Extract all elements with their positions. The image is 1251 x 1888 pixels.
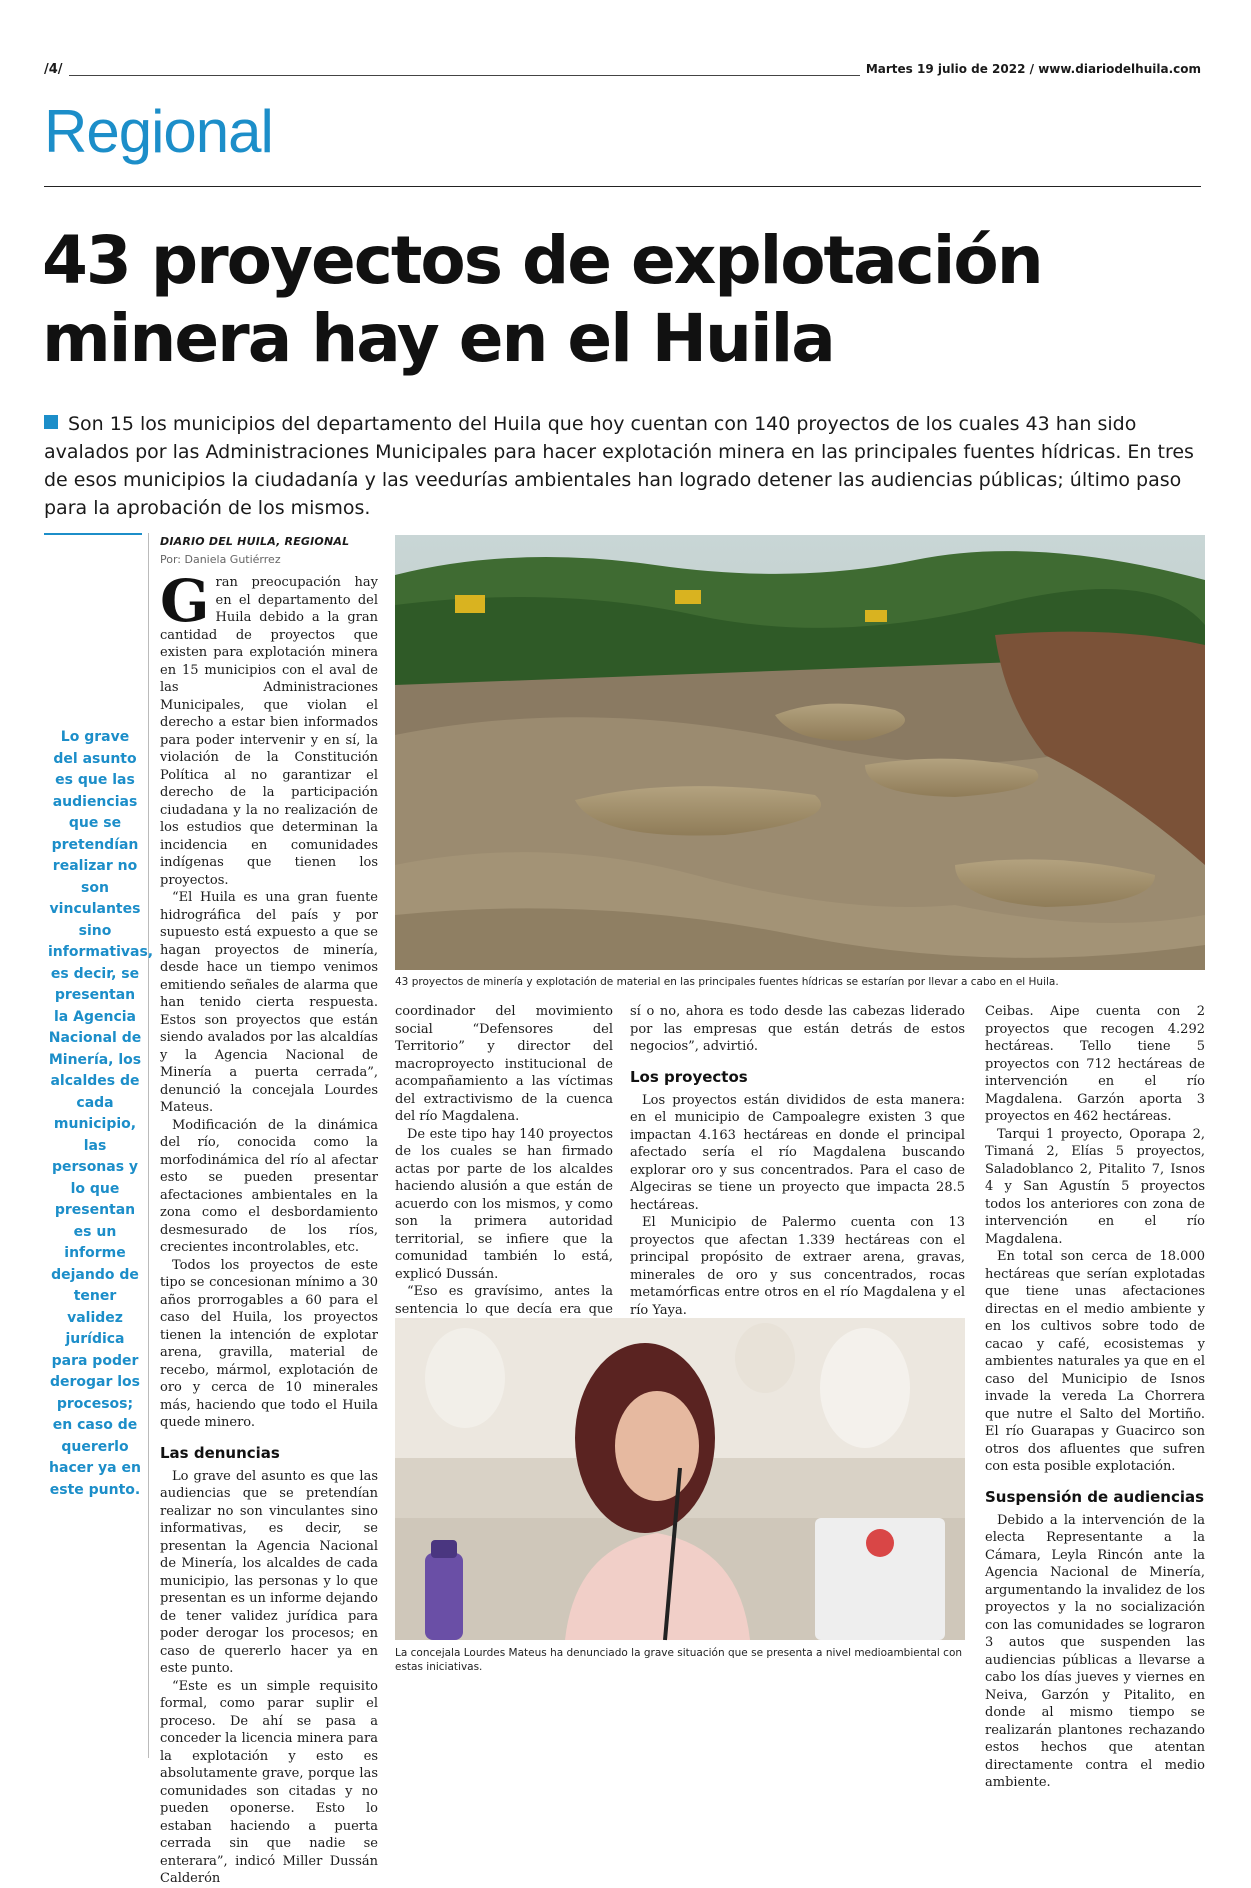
headline-line-1: 43 proyectos de explotación (42, 222, 1042, 299)
lead-paragraph (44, 410, 1204, 522)
section-rule (44, 186, 1201, 187)
drop-cap: G (160, 567, 210, 635)
article-paragraph: Los proyectos están divididos de esta manera: en el municipio de Campoalegre existen 3 que impactan 4.163 hectáreas en donde el principal afectado sería el río Magdalena buscando explorar oro y sus concentrados. Para el caso de Algeciras se tiene un proyecto que impacta 28.5 hectáreas. (630, 1092, 965, 1213)
subhead-proyectos: Los proyectos (630, 1067, 748, 1086)
article-column-1 (160, 533, 378, 1888)
article-paragraph: Ceibas. Aipe cuenta con 2 proyectos que recogen 4.292 hectáreas. Tello tiene 5 proyectos con 712 hectáreas de intervención en el río Magdalena. Garzón aporta 3 proyectos en 462 hectáreas. (985, 1004, 1205, 1124)
councilwoman-photo (395, 1318, 965, 1640)
article-column-3 (630, 1003, 965, 1372)
section-title: Regional (44, 98, 273, 165)
article-paragraph: sí o no, ahora es todo desde las cabezas liderado por las empresas que están detrás de estos negocios”, advirtió. (630, 1004, 965, 1054)
lead-text: Son 15 los municipios del departamento del Huila que hoy cuentan con 140 proyectos de los cuales 43 han sido avalados por las Administraciones Municipales para hacer explotación minera en las principales fuentes hídricas. En tres de esos municipios la ciudadanía y las veedurías ambientales han logrado detener las audiencias públicas; último paso para la aprobación de los mismos. (44, 413, 1194, 519)
mining-landscape-photo (395, 535, 1205, 970)
article-column-2 (395, 1003, 613, 1371)
pull-quote: Lo grave del asunto es que las audiencias que se pretendían realizar no son vinculantes sino informativas, es decir, se presentan la Agencia Nacional de Minería, los alcaldes de cada municipio, las personas y lo que presentan es un informe dejando de tener validez jurídica para poder derogar los procesos; en caso de quererlo hacer ya en este punto. (48, 729, 154, 1498)
article-paragraph: “Eso es gravísimo, antes la sentencia lo que decía era que (395, 1284, 613, 1317)
pull-quote-rule (44, 533, 142, 535)
article-paragraph: De este tipo hay 140 proyectos de los cuales se han firmado actas por parte de los alcaldes haciendo alusión a que están de acuerdo con los mismos, y como son la primera autoridad territorial, se infiere que la comunidad también lo está, explicó Dussán. (395, 1126, 613, 1282)
subhead-denuncias: Las denuncias (160, 1443, 280, 1462)
article-paragraph: El Municipio de Palermo cuenta con 13 proyectos que afectan 1.339 hectáreas con el principal propósito de extraer arena, gravas, minerales de oro y sus concentrados, rocas metamórficas entre otros en el río Magdalena y el río Yaya. (630, 1215, 965, 1318)
page-number: /4/ (44, 62, 69, 77)
bullet-square-icon (44, 415, 58, 429)
byline-org: DIARIO DEL HUILA, REGIONAL (160, 535, 350, 548)
article-paragraph: “El Huila es una gran fuente hidrográfica del país y por supuesto está expuesto a que se hagan proyectos de minería, desde hace un tiempo venimos emitiendo señales de alarma que han tenido cierta respuesta. Estos son proyectos que están siendo avalados por las alcaldías y la Agencia Nacional de Minería a puerta cerrada”, denunció la concejala Lourdes Mateus. (160, 890, 378, 1115)
column-divider (148, 533, 149, 1758)
article-paragraph: En total son cerca de 18.000 hectáreas que serían explotadas que tiene unas afectaciones directas en el medio ambiente y en los cultivos sobre todo de cacao y café, ecosistemas y ambientes naturales ya que en el caso del Municipio de Isnos invade la vereda La Chorrera que nutre el Salto del Mortiño. El río Guarapas y Guacirco son otros dos afluentes que sufren con esta posible explotación. (985, 1249, 1205, 1474)
article-paragraph: Tarqui 1 proyecto, Oporapa 2, Timaná 2, Elías 5 proyectos, Saladoblanco 2, Pitalito 7, Isnos 4 y San Agustín 5 proyectos todos los anteriores con zona de intervención en el río Magdalena. (985, 1126, 1205, 1247)
article-paragraph: coordinador del movimiento social “Defensores del Territorio” y director del macroproyecto institucional de acompañamiento a las víctimas del extractivismo de la cuenca del río Magdalena. (395, 1004, 613, 1124)
header-date-site: Martes 19 julio de 2022 / www.diariodelhuila.com (860, 62, 1201, 76)
article-paragraph: Todos los proyectos de este tipo se concesionan mínimo a 30 años prorrogables a 60 para el caso del Huila, los proyectos tienen la intención de explotar arena, gravilla, material de recebo, mármol, explotación de oro y cerca de 10 minerales más, haciendo que todo el Huila quede minero. (160, 1257, 378, 1430)
article-paragraph: Modificación de la dinámica del río, conocida como la morfodinámica del río al afectar esto se pueden presentar afectaciones ambientales en la zona como el desbordamiento desmesurado de los ríos, crecientes incontrolables, etc. (160, 1117, 378, 1255)
article-paragraph: Gran preocupación hay en el departamento del Huila debido a la gran cantidad de proyectos que existen para explotación minera en 15 municipios con el aval de las Administraciones Municipales, que violan el derecho a estar bien informados para poder intervenir y en sí, la violación de la Constitución Política al no garantizar el derecho de la participación ciudadana y la no realización de los estudios que determinan la incidencia en comunidades indígenas que tienen los proyectos. (160, 567, 378, 888)
article-column-4 (985, 1003, 1205, 1792)
byline-author: Por: Daniela Gutiérrez (160, 552, 281, 566)
article-paragraph: “Este es un simple requisito formal, como parar suplir el proceso. De ahí se pasa a conceder la licencia minera para la explotación y esto es absolutamente grave, porque las comunidades son citadas y no pueden oponerse. Esto lo estaban haciendo a puerta cerrada sin que nadie se enterara”, indicó Miller Dussán Calderón (160, 1678, 378, 1886)
article-paragraph: Lo grave del asunto es que las audiencias que se pretendían realizar no son vinculantes sino informativas, es decir, se presentan la Agencia Nacional de Minería, los alcaldes de cada municipio, las personas y lo que presentan es un informe dejando de tener validez jurídica para poder derogar los procesos; en caso de quererlo hacer ya en este punto. (160, 1468, 378, 1676)
headline (42, 222, 1212, 378)
photo-caption-councilwoman: La concejala Lourdes Mateus ha denunciado la grave situación que se presenta a nivel medioambiental con estas iniciativas. (395, 1647, 963, 1673)
article-paragraph: Debido a la intervención de la electa Representante a la Cámara, Leyla Rincón ante la Agencia Nacional de Minería, argumentando la invalidez de los proyectos y la no socialización con las comunidades se lograron 3 autos que suspenden las audiencias públicas a llevarse a cabo los días jueves y viernes en Neiva, Garzón y Pitalito, en donde al mismo tiempo se realizarán plantones rechazando estos hechos que atentan directamente contra el medio ambiente. (985, 1512, 1205, 1790)
subhead-suspension: Suspensión de audiencias (985, 1487, 1205, 1506)
councilwoman-image (395, 1318, 965, 1640)
mining-landscape-image (395, 535, 1205, 970)
headline-line-2: minera hay en el Huila (42, 300, 834, 377)
photo-caption-mining: 43 proyectos de minería y explotación de material en las principales fuentes hídricas se estarían por llevar a cabo en el Huila. (395, 976, 1059, 988)
